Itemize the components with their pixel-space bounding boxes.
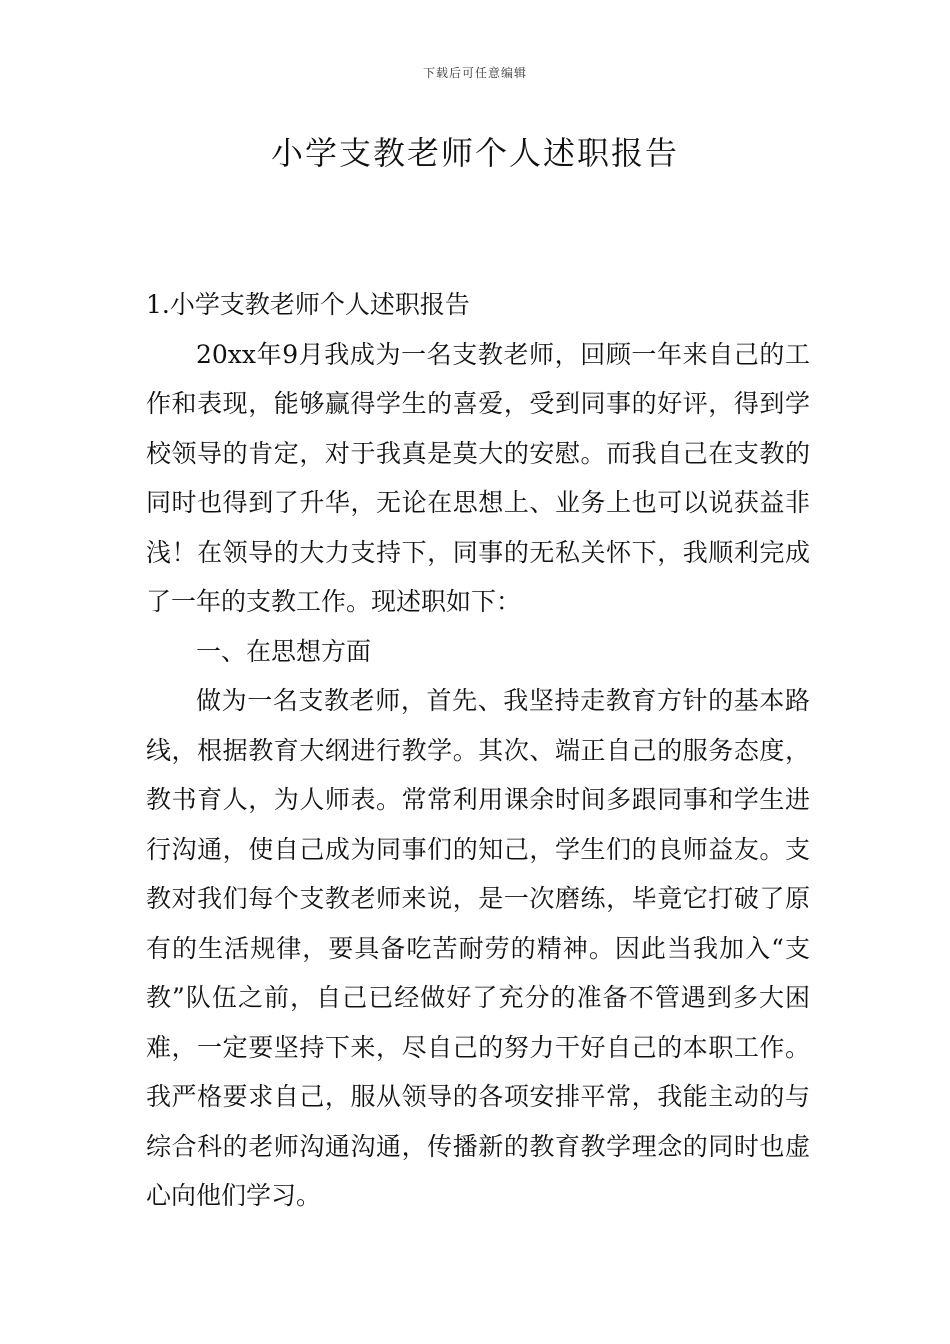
- document-body: [146, 280, 810, 1221]
- document-title: 小学支教老师个人述职报告: [270, 134, 679, 172]
- subheading-ideology: 一、在思想方面: [196, 636, 372, 666]
- paragraph-intro: 20xx年9月我成为一名支教老师，回顾一年来自己的工作和表现，能够赢得学生的喜爱，受到同事的好评，得到学校领导的肯定，对于我真是莫大的安慰。而我自己在支教的同时也得到了升华，无论在思想上、业务上也可以说获益非浅！在领导的大力支持下，同事的无私关怀下，我顺利完成了一年的支教工作。现述职如下：: [146, 339, 810, 616]
- section-heading: 1.小学支教老师个人述职报告: [146, 290, 470, 319]
- paragraph-ideology: 做为一名支教老师，首先、我坚持走教育方针的基本路线，根据教育大纲进行教学。其次、端正自己的服务态度，教书育人，为人师表。常常利用课余时间多跟同事和学生进行沟通，使自己成为同事们的知己，学生们的良师益友。支教对我们每个支教老师来说，是一次磨练，毕竟它打破了原有的生活规律，要具备吃苦耐劳的精神。因此当我加入“支教”队伍之前，自己已经做好了充分的准备不管遇到多大困难，一定要坚持下来，尽自己的努力干好自己的本职工作。我严格要求自己，服从领导的各项安排平常，我能主动的与综合科的老师沟通沟通，传播新的教育教学理念的同时也虚心向他们学习。: [146, 686, 810, 1210]
- download-note: 下载后可任意编辑: [422, 66, 527, 80]
